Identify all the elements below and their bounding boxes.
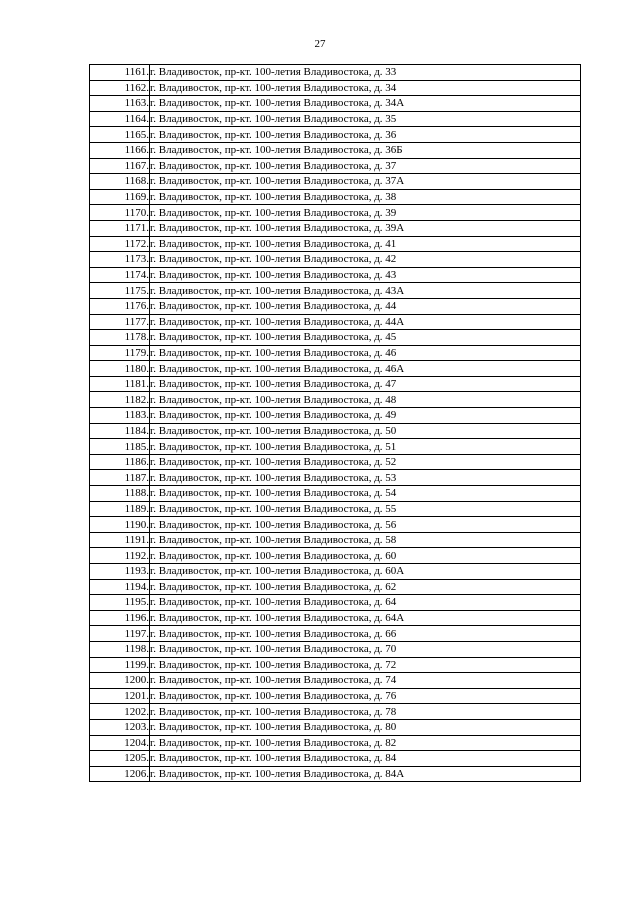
row-address: г. Владивосток, пр-кт. 100-летия Владивостока, д. 60	[150, 548, 581, 564]
table-row	[90, 361, 581, 377]
table-row	[90, 80, 581, 96]
row-number: 1188.	[90, 486, 150, 502]
row-number: 1178.	[90, 330, 150, 346]
table-row	[90, 220, 581, 236]
row-address: г. Владивосток, пр-кт. 100-летия Владивостока, д. 52	[150, 454, 581, 470]
row-address: г. Владивосток, пр-кт. 100-летия Владивостока, д. 46А	[150, 361, 581, 377]
row-address: г. Владивосток, пр-кт. 100-летия Владивостока, д. 36	[150, 127, 581, 143]
row-address: г. Владивосток, пр-кт. 100-летия Владивостока, д. 84А	[150, 766, 581, 782]
row-address: г. Владивосток, пр-кт. 100-летия Владивостока, д. 72	[150, 657, 581, 673]
row-address: г. Владивосток, пр-кт. 100-летия Владивостока, д. 50	[150, 423, 581, 439]
row-address: г. Владивосток, пр-кт. 100-летия Владивостока, д. 70	[150, 641, 581, 657]
row-address: г. Владивосток, пр-кт. 100-летия Владивостока, д. 66	[150, 626, 581, 642]
table-row	[90, 501, 581, 517]
row-number: 1205.	[90, 751, 150, 767]
table-row	[90, 688, 581, 704]
table-row	[90, 96, 581, 112]
row-address: г. Владивосток, пр-кт. 100-летия Владивостока, д. 64	[150, 595, 581, 611]
table-row	[90, 267, 581, 283]
row-address: г. Владивосток, пр-кт. 100-летия Владивостока, д. 80	[150, 719, 581, 735]
row-number: 1183.	[90, 408, 150, 424]
row-number: 1200.	[90, 673, 150, 689]
row-number: 1199.	[90, 657, 150, 673]
table-row	[90, 376, 581, 392]
row-number: 1181.	[90, 376, 150, 392]
row-number: 1194.	[90, 579, 150, 595]
row-number: 1179.	[90, 345, 150, 361]
row-number: 1192.	[90, 548, 150, 564]
row-number: 1195.	[90, 595, 150, 611]
row-address: г. Владивосток, пр-кт. 100-летия Владивостока, д. 35	[150, 111, 581, 127]
table-row	[90, 408, 581, 424]
row-address: г. Владивосток, пр-кт. 100-летия Владивостока, д. 47	[150, 376, 581, 392]
table-row	[90, 111, 581, 127]
address-table-body	[90, 65, 581, 782]
row-address: г. Владивосток, пр-кт. 100-летия Владивостока, д. 39А	[150, 220, 581, 236]
table-row	[90, 517, 581, 533]
table-row	[90, 423, 581, 439]
table-row	[90, 189, 581, 205]
row-address: г. Владивосток, пр-кт. 100-летия Владивостока, д. 53	[150, 470, 581, 486]
row-address: г. Владивосток, пр-кт. 100-летия Владивостока, д. 34А	[150, 96, 581, 112]
table-row	[90, 704, 581, 720]
row-number: 1163.	[90, 96, 150, 112]
row-number: 1206.	[90, 766, 150, 782]
row-address: г. Владивосток, пр-кт. 100-летия Владивостока, д. 64А	[150, 610, 581, 626]
table-row	[90, 719, 581, 735]
row-number: 1196.	[90, 610, 150, 626]
row-address: г. Владивосток, пр-кт. 100-летия Владивостока, д. 44А	[150, 314, 581, 330]
row-address: г. Владивосток, пр-кт. 100-летия Владивостока, д. 51	[150, 439, 581, 455]
row-number: 1186.	[90, 454, 150, 470]
table-row	[90, 283, 581, 299]
table-row	[90, 174, 581, 190]
row-number: 1174.	[90, 267, 150, 283]
table-row	[90, 610, 581, 626]
row-number: 1185.	[90, 439, 150, 455]
table-row	[90, 548, 581, 564]
row-number: 1202.	[90, 704, 150, 720]
row-number: 1161.	[90, 65, 150, 81]
row-address: г. Владивосток, пр-кт. 100-летия Владивостока, д. 36Б	[150, 142, 581, 158]
table-row	[90, 532, 581, 548]
row-number: 1168.	[90, 174, 150, 190]
row-address: г. Владивосток, пр-кт. 100-летия Владивостока, д. 58	[150, 532, 581, 548]
row-address: г. Владивосток, пр-кт. 100-летия Владивостока, д. 55	[150, 501, 581, 517]
row-number: 1190.	[90, 517, 150, 533]
row-number: 1203.	[90, 719, 150, 735]
table-row	[90, 657, 581, 673]
row-address: г. Владивосток, пр-кт. 100-летия Владивостока, д. 78	[150, 704, 581, 720]
table-row	[90, 486, 581, 502]
row-number: 1172.	[90, 236, 150, 252]
table-row	[90, 673, 581, 689]
row-address: г. Владивосток, пр-кт. 100-летия Владивостока, д. 38	[150, 189, 581, 205]
row-address: г. Владивосток, пр-кт. 100-летия Владивостока, д. 49	[150, 408, 581, 424]
row-number: 1191.	[90, 532, 150, 548]
row-number: 1165.	[90, 127, 150, 143]
table-row	[90, 626, 581, 642]
row-number: 1170.	[90, 205, 150, 221]
row-number: 1176.	[90, 298, 150, 314]
row-number: 1201.	[90, 688, 150, 704]
table-row	[90, 142, 581, 158]
table-row	[90, 205, 581, 221]
table-row	[90, 236, 581, 252]
row-number: 1187.	[90, 470, 150, 486]
table-row	[90, 564, 581, 580]
row-number: 1180.	[90, 361, 150, 377]
table-row	[90, 766, 581, 782]
table-row	[90, 641, 581, 657]
table-row	[90, 439, 581, 455]
table-row	[90, 252, 581, 268]
row-address: г. Владивосток, пр-кт. 100-летия Владивостока, д. 54	[150, 486, 581, 502]
table-row	[90, 314, 581, 330]
row-number: 1167.	[90, 158, 150, 174]
row-address: г. Владивосток, пр-кт. 100-летия Владивостока, д. 44	[150, 298, 581, 314]
row-address: г. Владивосток, пр-кт. 100-летия Владивостока, д. 74	[150, 673, 581, 689]
row-number: 1175.	[90, 283, 150, 299]
row-number: 1182.	[90, 392, 150, 408]
row-number: 1198.	[90, 641, 150, 657]
row-address: г. Владивосток, пр-кт. 100-летия Владивостока, д. 34	[150, 80, 581, 96]
row-number: 1189.	[90, 501, 150, 517]
row-address: г. Владивосток, пр-кт. 100-летия Владивостока, д. 42	[150, 252, 581, 268]
table-row	[90, 470, 581, 486]
row-address: г. Владивосток, пр-кт. 100-летия Владивостока, д. 37	[150, 158, 581, 174]
row-address: г. Владивосток, пр-кт. 100-летия Владивостока, д. 62	[150, 579, 581, 595]
table-row	[90, 454, 581, 470]
table-row	[90, 392, 581, 408]
row-number: 1169.	[90, 189, 150, 205]
table-row	[90, 751, 581, 767]
row-address: г. Владивосток, пр-кт. 100-летия Владивостока, д. 76	[150, 688, 581, 704]
row-address: г. Владивосток, пр-кт. 100-летия Владивостока, д. 41	[150, 236, 581, 252]
row-address: г. Владивосток, пр-кт. 100-летия Владивостока, д. 46	[150, 345, 581, 361]
row-number: 1177.	[90, 314, 150, 330]
row-address: г. Владивосток, пр-кт. 100-летия Владивостока, д. 37А	[150, 174, 581, 190]
row-number: 1166.	[90, 142, 150, 158]
row-number: 1162.	[90, 80, 150, 96]
row-number: 1173.	[90, 252, 150, 268]
row-address: г. Владивосток, пр-кт. 100-летия Владивостока, д. 56	[150, 517, 581, 533]
table-row	[90, 127, 581, 143]
table-row	[90, 595, 581, 611]
row-address: г. Владивосток, пр-кт. 100-летия Владивостока, д. 33	[150, 65, 581, 81]
address-table	[89, 64, 581, 782]
row-number: 1184.	[90, 423, 150, 439]
table-row	[90, 579, 581, 595]
page-number: 27	[314, 38, 326, 50]
row-number: 1171.	[90, 220, 150, 236]
row-number: 1193.	[90, 564, 150, 580]
table-row	[90, 735, 581, 751]
row-number: 1204.	[90, 735, 150, 751]
row-number: 1197.	[90, 626, 150, 642]
row-address: г. Владивосток, пр-кт. 100-летия Владивостока, д. 84	[150, 751, 581, 767]
table-row	[90, 345, 581, 361]
row-address: г. Владивосток, пр-кт. 100-летия Владивостока, д. 48	[150, 392, 581, 408]
row-address: г. Владивосток, пр-кт. 100-летия Владивостока, д. 82	[150, 735, 581, 751]
row-address: г. Владивосток, пр-кт. 100-летия Владивостока, д. 43	[150, 267, 581, 283]
table-row	[90, 298, 581, 314]
table-row	[90, 330, 581, 346]
row-address: г. Владивосток, пр-кт. 100-летия Владивостока, д. 39	[150, 205, 581, 221]
row-address: г. Владивосток, пр-кт. 100-летия Владивостока, д. 60А	[150, 564, 581, 580]
table-row	[90, 65, 581, 81]
row-address: г. Владивосток, пр-кт. 100-летия Владивостока, д. 45	[150, 330, 581, 346]
row-address: г. Владивосток, пр-кт. 100-летия Владивостока, д. 43А	[150, 283, 581, 299]
row-number: 1164.	[90, 111, 150, 127]
table-row	[90, 158, 581, 174]
